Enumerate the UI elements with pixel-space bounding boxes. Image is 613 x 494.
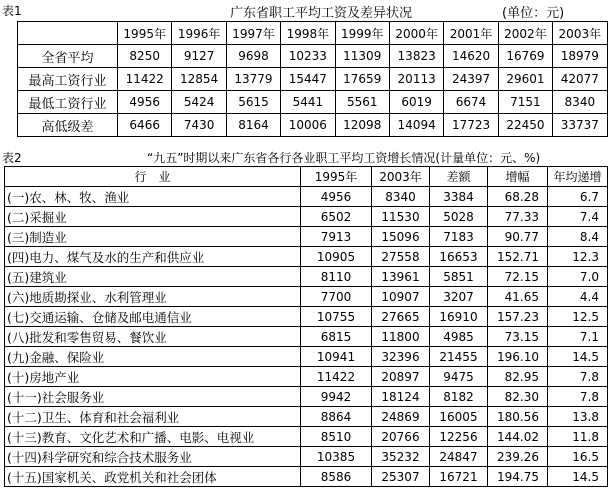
table1-year-header: 2001年 bbox=[444, 22, 498, 45]
table2-industry-cell: (十四)科学研究和综合技术服务业 bbox=[5, 447, 301, 467]
table2-1995-cell: 9942 bbox=[301, 387, 372, 407]
table1-year-header: 1997年 bbox=[226, 22, 280, 45]
table2-growth-cell: 180.56 bbox=[488, 407, 548, 427]
table2-annual-cell: 14.5 bbox=[548, 467, 608, 487]
table2-annual-cell: 7.8 bbox=[548, 387, 608, 407]
table2-caption bbox=[0, 148, 613, 166]
table2-1995-cell: 7700 bbox=[301, 287, 372, 307]
table1-row-label: 高低级差 bbox=[18, 114, 118, 137]
table1-cell: 13823 bbox=[389, 45, 443, 68]
table2-diff-cell: 21455 bbox=[430, 347, 488, 367]
table2-1995-cell: 8586 bbox=[301, 467, 372, 487]
table2-growth-cell: 194.75 bbox=[488, 467, 548, 487]
table2-row bbox=[5, 347, 608, 367]
table2-annual-cell: 12.3 bbox=[548, 247, 608, 267]
table2-header-growth: 增幅 bbox=[488, 167, 548, 187]
table2-diff-cell: 12256 bbox=[430, 427, 488, 447]
table1-cell: 6674 bbox=[444, 91, 498, 114]
table1-cell: 14094 bbox=[389, 114, 443, 137]
table2-row bbox=[5, 267, 608, 287]
table2-2003-cell: 24869 bbox=[372, 407, 430, 427]
table2-2003-cell: 18124 bbox=[372, 387, 430, 407]
table1-year-header: 2003年 bbox=[553, 22, 607, 45]
table2-header-annual: 年均递增 bbox=[548, 167, 608, 187]
table2-industry-cell: (四)电力、煤气及水的生产和供应业 bbox=[5, 247, 301, 267]
table1-cell: 9127 bbox=[172, 45, 226, 68]
table2-row bbox=[5, 327, 608, 347]
table2-1995-cell: 10905 bbox=[301, 247, 372, 267]
table2-2003-cell: 25307 bbox=[372, 467, 430, 487]
table2-industry-cell: (八)批发和零售贸易、餐饮业 bbox=[5, 327, 301, 347]
table1-cell: 22450 bbox=[498, 114, 552, 137]
table2-row bbox=[5, 427, 608, 447]
table2-2003-cell: 27558 bbox=[372, 247, 430, 267]
table2-annual-cell: 7.8 bbox=[548, 367, 608, 387]
table2-row bbox=[5, 287, 608, 307]
table2-annual-cell: 11.8 bbox=[548, 427, 608, 447]
table2-annual-cell: 13.8 bbox=[548, 407, 608, 427]
table1-cell: 5561 bbox=[335, 91, 389, 114]
table1-cell: 6019 bbox=[389, 91, 443, 114]
table2-diff-cell: 16910 bbox=[430, 307, 488, 327]
table1-cell: 8164 bbox=[226, 114, 280, 137]
table2-2003-cell: 27665 bbox=[372, 307, 430, 327]
table2-row bbox=[5, 187, 608, 207]
table2-growth-cell: 82.95 bbox=[488, 367, 548, 387]
table2-diff-cell: 8182 bbox=[430, 387, 488, 407]
table2-industry-cell: (三)制造业 bbox=[5, 227, 301, 247]
table2-industry-cell: (十)房地产业 bbox=[5, 367, 301, 387]
table2-industry-cell: (二)采掘业 bbox=[5, 207, 301, 227]
table2-diff-cell: 5851 bbox=[430, 267, 488, 287]
table1-row-label: 全省平均 bbox=[18, 45, 118, 68]
table2-row bbox=[5, 307, 608, 327]
table2-industry-cell: (七)交通运输、仓储及邮电通信业 bbox=[5, 307, 301, 327]
table2-diff-cell: 4985 bbox=[430, 327, 488, 347]
table1-year-header: 1999年 bbox=[335, 22, 389, 45]
table2-growth-cell: 157.23 bbox=[488, 307, 548, 327]
table1-unit: (单位：元) bbox=[502, 6, 565, 21]
table1-wage-differences bbox=[17, 21, 608, 137]
table1-cell: 10233 bbox=[281, 45, 335, 68]
table1-cell: 7151 bbox=[498, 91, 552, 114]
table2-annual-cell: 7.0 bbox=[548, 267, 608, 287]
table2-2003-cell: 15096 bbox=[372, 227, 430, 247]
table2-diff-cell: 9475 bbox=[430, 367, 488, 387]
table2-1995-cell: 10385 bbox=[301, 447, 372, 467]
table1-cell: 18979 bbox=[553, 45, 607, 68]
table2-industry-cell: (十一)社会服务业 bbox=[5, 387, 301, 407]
table2-industry-cell: (六)地质勘探业、水利管理业 bbox=[5, 287, 301, 307]
table2-diff-cell: 16005 bbox=[430, 407, 488, 427]
table1-cell: 7430 bbox=[172, 114, 226, 137]
table1-cell: 33737 bbox=[553, 114, 607, 137]
table2-annual-cell: 7.1 bbox=[548, 327, 608, 347]
table2-diff-cell: 7183 bbox=[430, 227, 488, 247]
table2-annual-cell: 12.5 bbox=[548, 307, 608, 327]
table1-cell: 15447 bbox=[281, 68, 335, 91]
table1-year-header: 1998年 bbox=[281, 22, 335, 45]
table1-cell: 9698 bbox=[226, 45, 280, 68]
table2-annual-cell: 6.7 bbox=[548, 187, 608, 207]
table1-year-header: 1996年 bbox=[172, 22, 226, 45]
table1-cell: 11422 bbox=[118, 68, 172, 91]
table2-1995-cell: 8510 bbox=[301, 427, 372, 447]
table2-industry-cell: (五)建筑业 bbox=[5, 267, 301, 287]
table2-row bbox=[5, 207, 608, 227]
table2-row bbox=[5, 247, 608, 267]
table2-1995-cell: 4956 bbox=[301, 187, 372, 207]
table2-industry-cell: (一)农、林、牧、渔业 bbox=[5, 187, 301, 207]
table2-growth-cell: 41.65 bbox=[488, 287, 548, 307]
table1-cell: 11309 bbox=[335, 45, 389, 68]
table2-growth-cell: 77.33 bbox=[488, 207, 548, 227]
table1-caption bbox=[0, 2, 613, 20]
table2-diff-cell: 3384 bbox=[430, 187, 488, 207]
table2-row bbox=[5, 387, 608, 407]
table2-row bbox=[5, 367, 608, 387]
table1-row bbox=[18, 91, 608, 114]
table2-row bbox=[5, 407, 608, 427]
table2-header-2003: 2003年 bbox=[372, 167, 430, 187]
table2-header-row bbox=[5, 167, 608, 187]
table1-year-header: 2002年 bbox=[498, 22, 552, 45]
table1-title: 广东省职工平均工资及差异状况 bbox=[230, 6, 413, 21]
table1-cell: 5441 bbox=[281, 91, 335, 114]
table1-cell: 6466 bbox=[118, 114, 172, 137]
table1-cell: 13779 bbox=[226, 68, 280, 91]
table2-2003-cell: 11530 bbox=[372, 207, 430, 227]
table2-header-1995: 1995年 bbox=[301, 167, 372, 187]
table2-annual-cell: 14.5 bbox=[548, 347, 608, 367]
table1-row bbox=[18, 114, 608, 137]
table2-1995-cell: 6502 bbox=[301, 207, 372, 227]
table1-cell: 14620 bbox=[444, 45, 498, 68]
table2-1995-cell: 7913 bbox=[301, 227, 372, 247]
table1-cell: 12854 bbox=[172, 68, 226, 91]
table2-diff-cell: 3207 bbox=[430, 287, 488, 307]
table2-1995-cell: 6815 bbox=[301, 327, 372, 347]
table2-annual-cell: 7.4 bbox=[548, 207, 608, 227]
table2-2003-cell: 13961 bbox=[372, 267, 430, 287]
table2-1995-cell: 10755 bbox=[301, 307, 372, 327]
table1-cell: 17723 bbox=[444, 114, 498, 137]
table1-cell: 17659 bbox=[335, 68, 389, 91]
table2-2003-cell: 10907 bbox=[372, 287, 430, 307]
table1-cell: 16769 bbox=[498, 45, 552, 68]
table2-industry-cell: (九)金融、保险业 bbox=[5, 347, 301, 367]
table2-row bbox=[5, 467, 608, 487]
table1-cell: 42077 bbox=[553, 68, 607, 91]
table2-growth-cell: 72.15 bbox=[488, 267, 548, 287]
table2-body bbox=[5, 187, 608, 487]
table2-2003-cell: 20766 bbox=[372, 427, 430, 447]
table1-cell: 20113 bbox=[389, 68, 443, 91]
table1-cell: 12098 bbox=[335, 114, 389, 137]
table1-cell: 5615 bbox=[226, 91, 280, 114]
table1-body bbox=[18, 45, 608, 137]
table1-cell: 5424 bbox=[172, 91, 226, 114]
table2-1995-cell: 8110 bbox=[301, 267, 372, 287]
table2-diff-cell: 24847 bbox=[430, 447, 488, 467]
table1-cell: 10006 bbox=[281, 114, 335, 137]
table1-corner-cell bbox=[18, 22, 118, 45]
table2-industry-wage-growth bbox=[4, 166, 608, 487]
table2-diff-cell: 16721 bbox=[430, 467, 488, 487]
table2-annual-cell: 4.4 bbox=[548, 287, 608, 307]
table1-row bbox=[18, 45, 608, 68]
table2-growth-cell: 90.77 bbox=[488, 227, 548, 247]
table2-header-industry: 行 业 bbox=[5, 167, 301, 187]
table2-growth-cell: 73.15 bbox=[488, 327, 548, 347]
table1-cell: 24397 bbox=[444, 68, 498, 91]
table2-2003-cell: 35232 bbox=[372, 447, 430, 467]
table2-annual-cell: 8.4 bbox=[548, 227, 608, 247]
table1-header-row bbox=[18, 22, 608, 45]
table2-diff-cell: 5028 bbox=[430, 207, 488, 227]
table1-row bbox=[18, 68, 608, 91]
table1-cell: 8250 bbox=[118, 45, 172, 68]
table2-2003-cell: 32396 bbox=[372, 347, 430, 367]
table2-diff-cell: 16653 bbox=[430, 247, 488, 267]
table1-cell: 29601 bbox=[498, 68, 552, 91]
table2-growth-cell: 152.71 bbox=[488, 247, 548, 267]
table1-row-label: 最高工资行业 bbox=[18, 68, 118, 91]
table2-header-diff: 差额 bbox=[430, 167, 488, 187]
table2-industry-cell: (十五)国家机关、政党机关和社会团体 bbox=[5, 467, 301, 487]
table2-label: 表2 bbox=[2, 151, 22, 165]
table2-growth-cell: 196.10 bbox=[488, 347, 548, 367]
table2-1995-cell: 11422 bbox=[301, 367, 372, 387]
table1-cell: 8340 bbox=[553, 91, 607, 114]
table2-title: “九五”时期以来广东省各行各业职工平均工资增长情况(计量单位：元、%) bbox=[147, 151, 541, 165]
table2-growth-cell: 239.26 bbox=[488, 447, 548, 467]
table2-row bbox=[5, 447, 608, 467]
table1-row-label: 最低工资行业 bbox=[18, 91, 118, 114]
table2-2003-cell: 20897 bbox=[372, 367, 430, 387]
table2-2003-cell: 8340 bbox=[372, 187, 430, 207]
table1-label: 表1 bbox=[2, 4, 22, 18]
table2-growth-cell: 82.30 bbox=[488, 387, 548, 407]
table2-industry-cell: (十三)教育、文化艺术和广播、电影、电视业 bbox=[5, 427, 301, 447]
table2-annual-cell: 16.5 bbox=[548, 447, 608, 467]
table1-year-header: 1995年 bbox=[118, 22, 172, 45]
table1-cell: 4956 bbox=[118, 91, 172, 114]
table2-1995-cell: 10941 bbox=[301, 347, 372, 367]
table2-growth-cell: 144.02 bbox=[488, 427, 548, 447]
table2-2003-cell: 11800 bbox=[372, 327, 430, 347]
table2-1995-cell: 8864 bbox=[301, 407, 372, 427]
table1-year-header: 2000年 bbox=[389, 22, 443, 45]
table2-row bbox=[5, 227, 608, 247]
table2-growth-cell: 68.28 bbox=[488, 187, 548, 207]
table2-industry-cell: (十二)卫生、体育和社会福利业 bbox=[5, 407, 301, 427]
